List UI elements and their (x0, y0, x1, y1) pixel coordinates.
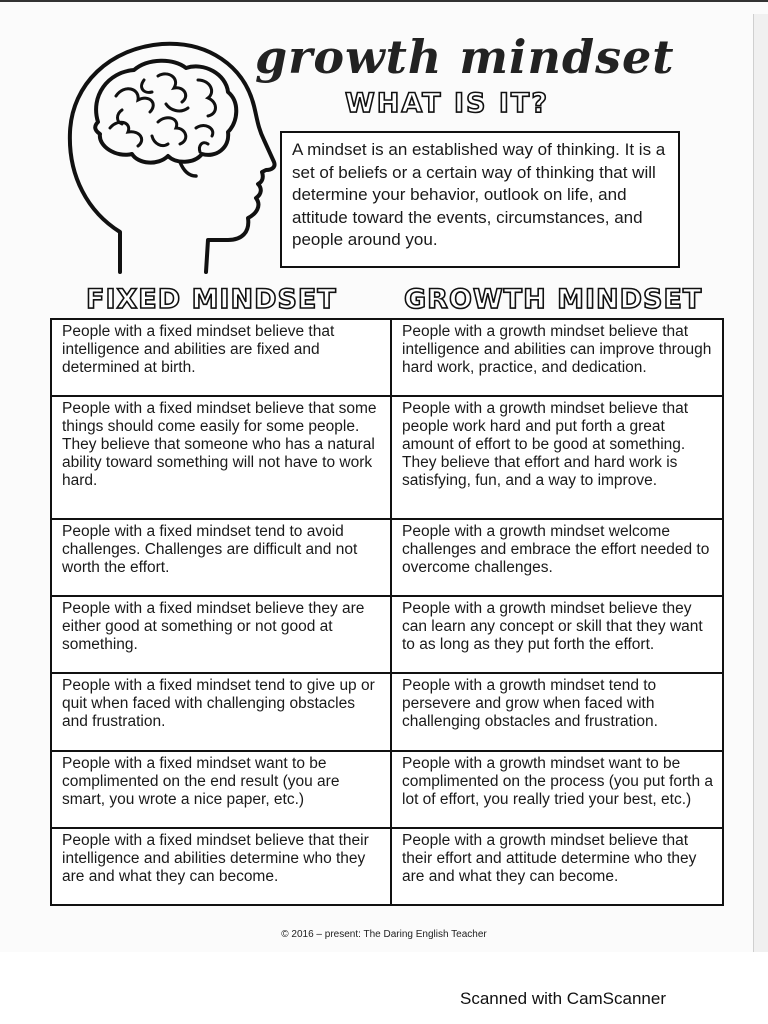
fixed-mindset-cell: People with a fixed mindset believe they are either good at something or not good at something. (51, 596, 391, 673)
fixed-mindset-cell: People with a fixed mindset believe that some things should come easily for some people. They believe that someone who has a natural ability toward something will not have to work hard. (51, 396, 391, 519)
fixed-mindset-cell: People with a fixed mindset believe that their intelligence and abilities determine who they are and what they can become. (51, 828, 391, 905)
fixed-mindset-cell: People with a fixed mindset want to be complimented on the end result (you are smart, you wrote a nice paper, etc.) (51, 751, 391, 828)
growth-mindset-cell: People with a growth mindset believe that people work hard and put forth a great amount of effort to be good at something. They believe that effort and hard work is satisfying, fun, and a way to improve. (391, 396, 723, 519)
comparison-table (50, 318, 724, 906)
growth-mindset-cell: People with a growth mindset tend to persevere and grow when faced with challenging obstacles and frustration. (391, 673, 723, 750)
page-edge (753, 14, 768, 952)
table-row (51, 396, 723, 519)
table-row (51, 673, 723, 750)
fixed-mindset-heading: FIXED MINDSET (86, 284, 337, 315)
copyright-notice: © 2016 – present: The Daring English Teacher (281, 929, 487, 940)
table-row (51, 751, 723, 828)
table-row (51, 319, 723, 396)
growth-mindset-cell: People with a growth mindset want to be complimented on the process (you put forth a lot of effort, you really tried your best, etc.) (391, 751, 723, 828)
fixed-mindset-cell: People with a fixed mindset tend to give up or quit when faced with challenging obstacles and frustration. (51, 673, 391, 750)
fixed-mindset-cell: People with a fixed mindset tend to avoid challenges. Challenges are difficult and not worth the effort. (51, 519, 391, 596)
scanner-watermark: Scanned with CamScanner (460, 989, 667, 1008)
title-subheading: WHAT IS IT? (345, 88, 550, 119)
growth-mindset-cell: People with a growth mindset believe they can learn any concept or skill that they want to as long as they put forth the effort. (391, 596, 723, 673)
growth-mindset-cell: People with a growth mindset believe that intelligence and abilities can improve through hard work, practice, and dedication. (391, 319, 723, 396)
table-row (51, 828, 723, 905)
table-row (51, 519, 723, 596)
head-with-brain-icon (58, 36, 278, 276)
title-script: growth mindset (255, 30, 675, 84)
fixed-mindset-cell: People with a fixed mindset believe that intelligence and abilities are fixed and determined at birth. (51, 319, 391, 396)
growth-mindset-heading: GROWTH MINDSET (404, 284, 703, 315)
definition-box: A mindset is an established way of thinking. It is a set of beliefs or a certain way of thinking that will determine your behavior, outlook on life, and attitude toward the events, circumstances, and people around you. (280, 131, 680, 268)
growth-mindset-cell: People with a growth mindset welcome challenges and embrace the effort needed to overcome challenges. (391, 519, 723, 596)
growth-mindset-cell: People with a growth mindset believe that their effort and attitude determine who they are and what they can become. (391, 828, 723, 905)
table-row (51, 596, 723, 673)
